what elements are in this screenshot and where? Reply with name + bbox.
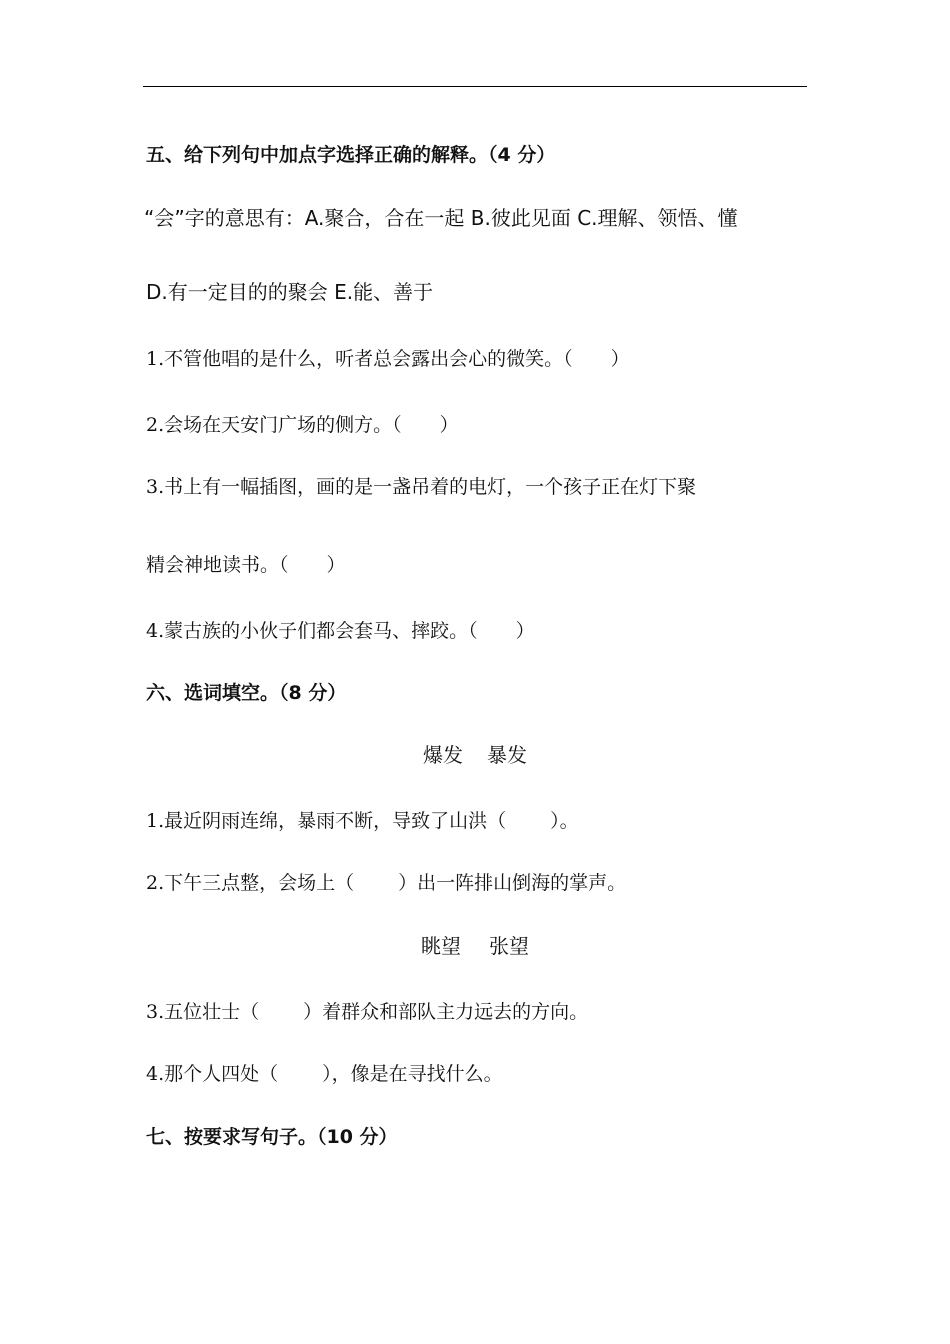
section5-question-4: 4.蒙古族的小伙子们都会套马、摔跤。（ ） [146, 620, 535, 642]
word-choice-1a: 爆发 [423, 743, 463, 767]
word-choice-group-1 [0, 739, 950, 768]
section5-question-3-line1: 3.书上有一幅插图，画的是一盏吊着的电灯，一个孩子正在灯下聚 [146, 476, 697, 498]
word-choice-2a: 眺望 [421, 934, 461, 958]
word-choice-2b: 张望 [489, 934, 529, 958]
section7-title: 七、按要求写句子。（10 分） [146, 1126, 398, 1148]
section6-question-1: 1.最近阴雨连绵，暴雨不断，导致了山洪（ ）。 [146, 810, 579, 832]
section6-title: 六、选词填空。（8 分） [146, 682, 347, 704]
section6-question-4: 4.那个人四处（ ），像是在寻找什么。 [146, 1063, 503, 1085]
section6-question-3: 3.五位壮士（ ）着群众和部队主力远去的方向。 [146, 1001, 589, 1023]
section5-question-2: 2.会场在天安门广场的侧方。（ ） [146, 414, 459, 436]
section5-title: 五、给下列句中加点字选择正确的解释。（4 分） [146, 144, 556, 166]
word-choice-1b: 暴发 [487, 743, 527, 767]
header-rule [143, 86, 807, 87]
section5-definitions-line1: “会”字的意思有：A.聚合，合在一起 B.彼此见面 C.理解、领悟、懂 [144, 206, 738, 230]
word-choice-group-2 [0, 930, 950, 959]
section5-question-1: 1.不管他唱的是什么，听者总会露出会心的微笑。（ ） [146, 348, 630, 370]
section5-definitions-line2: D.有一定目的的聚会 E.能、善于 [146, 280, 434, 304]
section5-question-3-line2: 精会神地读书。（ ） [146, 554, 346, 576]
section6-question-2: 2.下午三点整，会场上（ ）出一阵排山倒海的掌声。 [146, 872, 627, 894]
